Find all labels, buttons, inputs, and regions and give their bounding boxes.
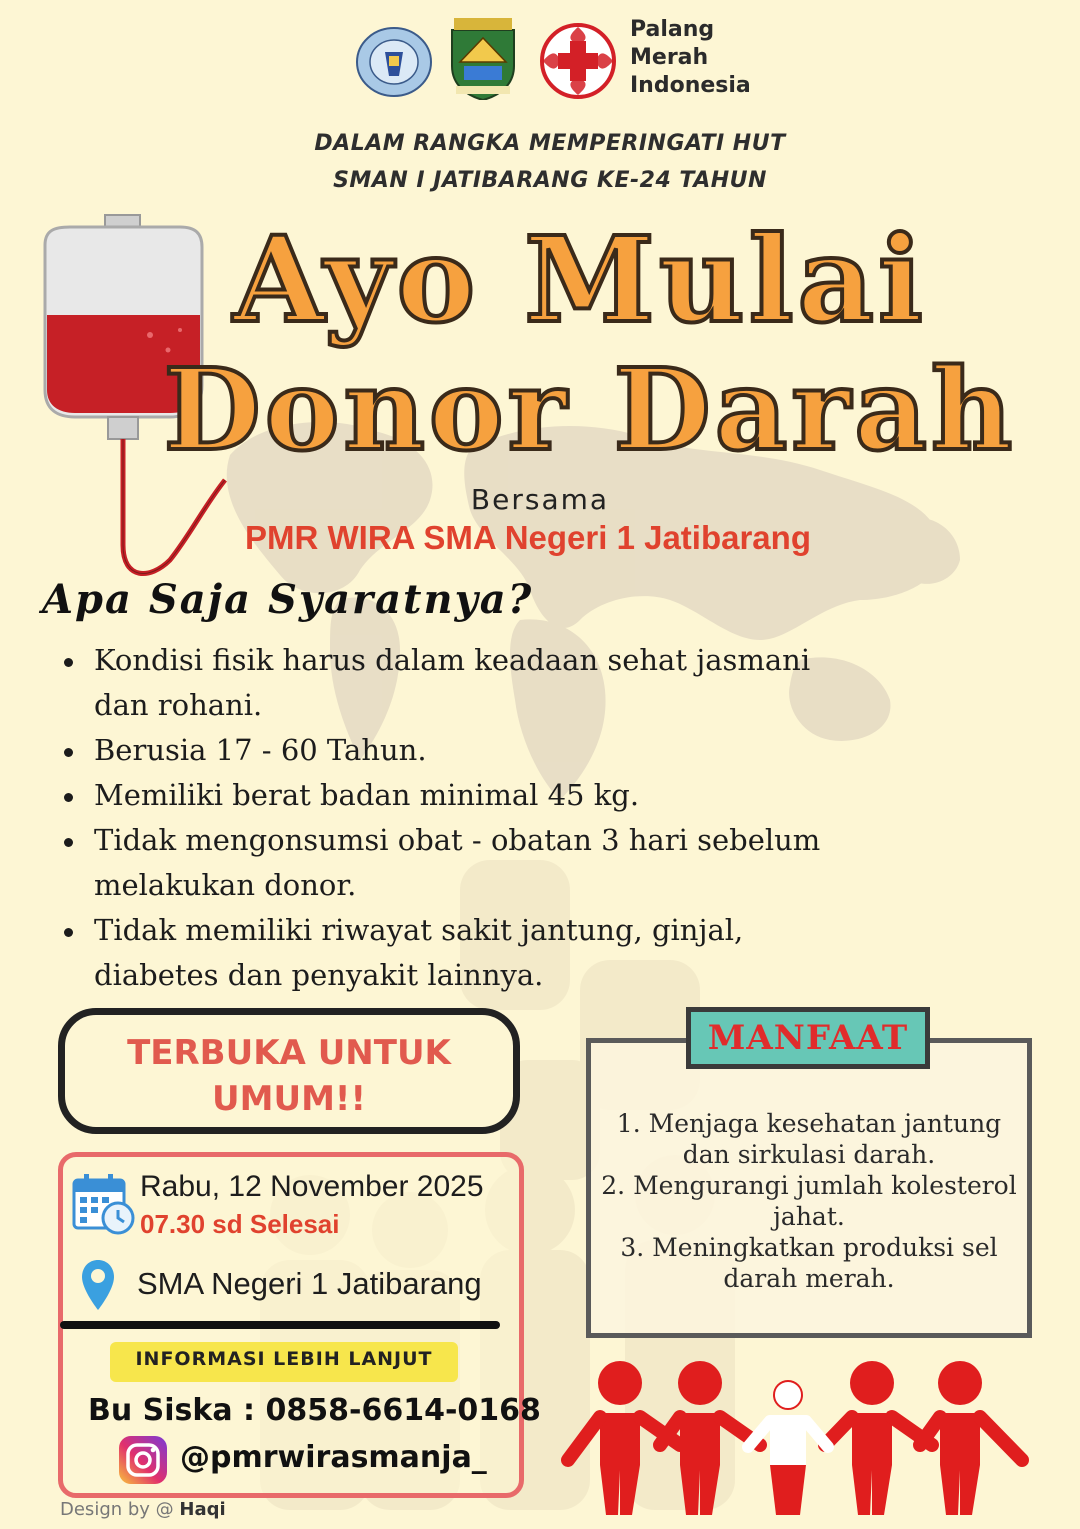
requirements-heading: Apa Saja Syaratnya? <box>42 576 534 623</box>
benefit-item: 3. Meningkatkan produksi sel darah merah. <box>620 1233 998 1293</box>
event-date: Rabu, 12 November 2025 <box>140 1170 484 1203</box>
pmi-line: Palang <box>630 17 715 42</box>
requirement-item: Tidak mengonsumsi obat - obatan 3 hari sebelum melakukan donor. <box>60 818 840 908</box>
requirements-list <box>60 638 840 998</box>
design-credit-name: Haqi <box>179 1499 226 1520</box>
bersama-label: Bersama <box>470 483 610 516</box>
pmi-line: Merah <box>630 45 709 70</box>
contact-phone: Bu Siska : 0858-6614-0168 <box>88 1393 541 1428</box>
instagram-icon <box>118 1435 168 1485</box>
requirement-item: Berusia 17 - 60 Tahun. <box>60 728 840 773</box>
requirement-item: Tidak memiliki riwayat sakit jantung, ginjal, diabetes dan penyakit lainnya. <box>60 908 840 998</box>
people-chain-icon <box>560 1355 1030 1515</box>
event-place: SMA Negeri 1 Jatibarang <box>137 1266 482 1301</box>
benefit-item: 2. Mengurangi jumlah kolesterol jahat. <box>601 1171 1017 1231</box>
requirement-item: Memiliki berat badan minimal 45 kg. <box>60 773 840 818</box>
occasion-line-1: DALAM RANGKA MEMPERINGATI HUT <box>314 131 786 156</box>
title-line-1: Ayo Mulai <box>233 210 927 349</box>
open-line-2: UMUM!! <box>212 1079 366 1119</box>
red-cross-icon <box>538 22 618 100</box>
benefit-item: 1. Menjaga kesehatan jantung dan sirkulasi darah. <box>616 1109 1002 1169</box>
benefits-list <box>596 1108 1022 1294</box>
organizer-name: PMR WIRA SMA Negeri 1 Jatibarang <box>245 519 811 556</box>
pmi-line: Indonesia <box>630 73 751 98</box>
design-credit <box>60 1499 226 1520</box>
occasion-line-2: SMAN I JATIBARANG KE-24 TAHUN <box>333 168 767 193</box>
location-pin-icon <box>80 1258 116 1312</box>
central-java-emblem-icon <box>446 16 520 100</box>
more-info-label: INFORMASI LEBIH LANJUT <box>135 1348 433 1370</box>
requirement-item: Kondisi fisik harus dalam keadaan sehat jasmani dan rohani. <box>60 638 840 728</box>
benefits-heading: MANFAAT <box>707 1018 909 1058</box>
pmi-name <box>630 16 751 100</box>
open-to-public-text <box>58 1030 520 1122</box>
school-logo-icon <box>355 26 433 98</box>
design-credit-prefix: Design by @ <box>60 1499 174 1520</box>
calendar-icon <box>72 1172 136 1236</box>
divider <box>60 1321 500 1329</box>
open-line-1: TERBUKA UNTUK <box>127 1033 451 1073</box>
event-time: 07.30 sd Selesai <box>140 1209 340 1239</box>
title-line-2: Donor Darah <box>163 345 1017 476</box>
instagram-handle[interactable]: @pmrwirasmanja_ <box>180 1440 487 1475</box>
